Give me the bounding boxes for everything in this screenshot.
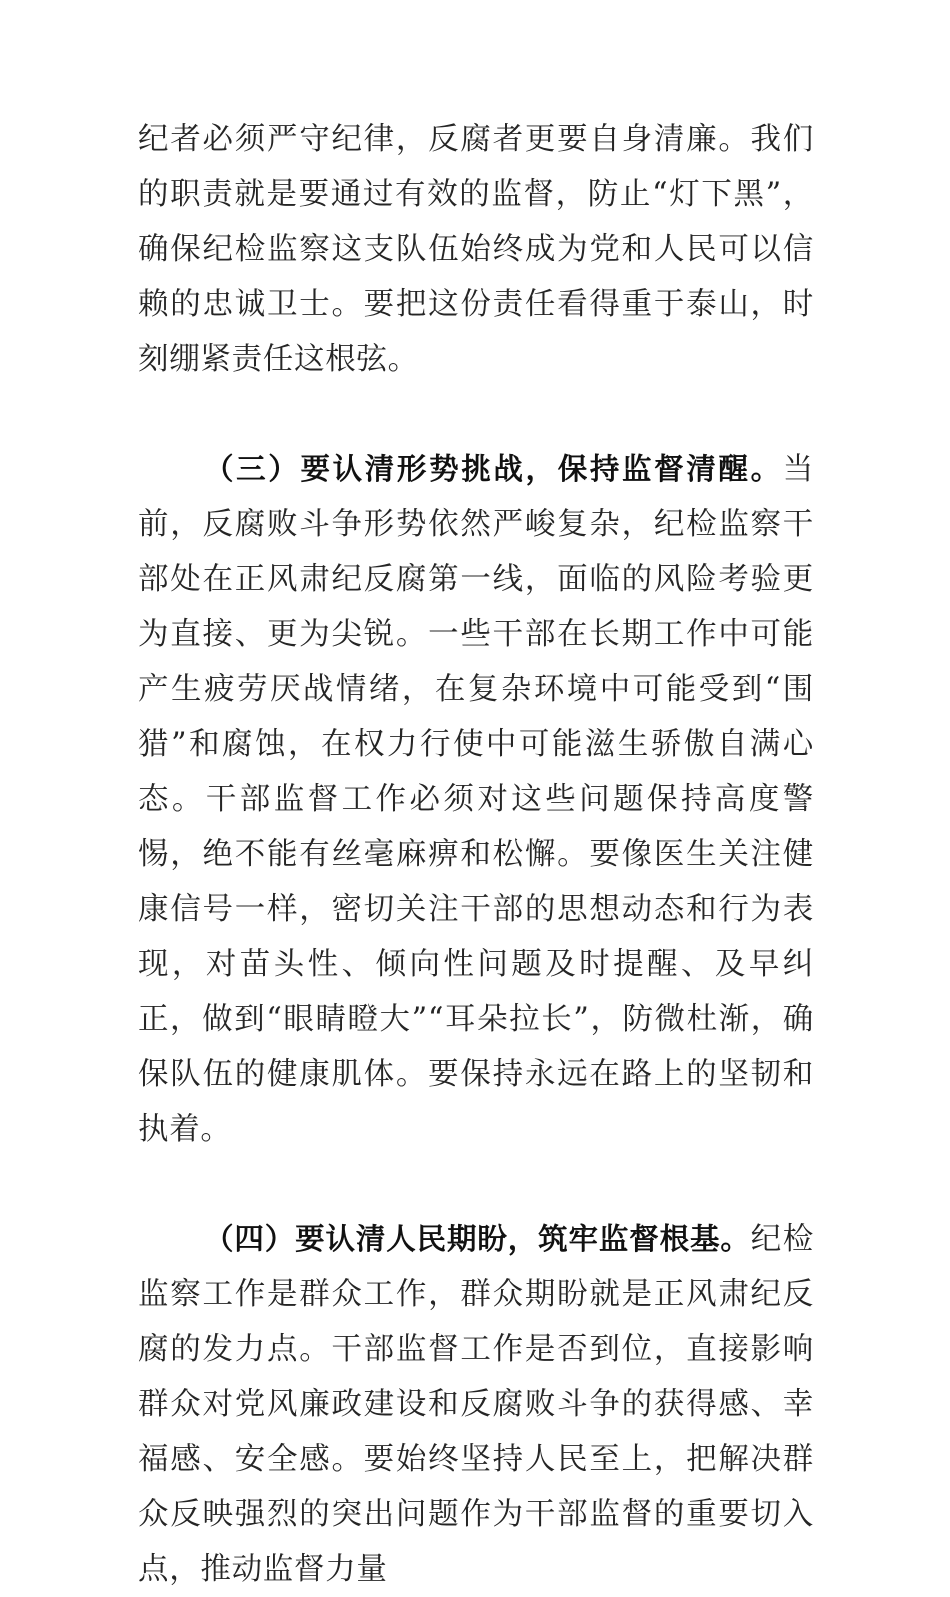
- section-heading-four: （四）要认清人民期盼，筑牢监督根基。: [204, 1222, 751, 1256]
- paragraph-body-text: 纪者必须严守纪律，反腐者更要自身清廉。我们的职责就是要通过有效的监督，防止“灯下黑”，确保纪检监察这支队伍始终成为党和人民可以信赖的忠诚卫士。要把这份责任看得重于泰山，时刻绷紧责任这根弦。: [138, 122, 814, 377]
- document-text-body: [138, 112, 814, 1597]
- section-heading-three: （三）要认清形势挑战，保持监督清醒。: [204, 452, 783, 486]
- paragraph-body-text: 当前，反腐败斗争形势依然严峻复杂，纪检监察干部处在正风肃纪反腐第一线，面临的风险考验更为直接、更为尖锐。一些干部在长期工作中可能产生疲劳厌战情绪，在复杂环境中可能受到“围猎”和腐蚀，在权力行使中可能滋生骄傲自满心态。干部监督工作必须对这些问题保持高度警惕，绝不能有丝毫麻痹和松懈。要像医生关注健康信号一样，密切关注干部的思想动态和行为表现，对苗头性、倾向性问题及时提醒、及早纠正，做到“眼睛瞪大”“耳朵拉长”，防微杜渐，确保队伍的健康肌体。要保持永远在路上的坚韧和执着。: [138, 452, 814, 1147]
- paragraph-continuation: [138, 112, 814, 387]
- paragraph-body-text: 纪检监察工作是群众工作，群众期盼就是正风肃纪反腐的发力点。干部监督工作是否到位，直接影响群众对党风廉政建设和反腐败斗争的获得感、幸福感、安全感。要始终坚持人民至上，把解决群众反映强烈的突出问题作为干部监督的重要切入点，推动监督力量: [138, 1222, 814, 1587]
- paragraph-section-four: [138, 1212, 814, 1597]
- paragraph-section-three: [138, 442, 814, 1157]
